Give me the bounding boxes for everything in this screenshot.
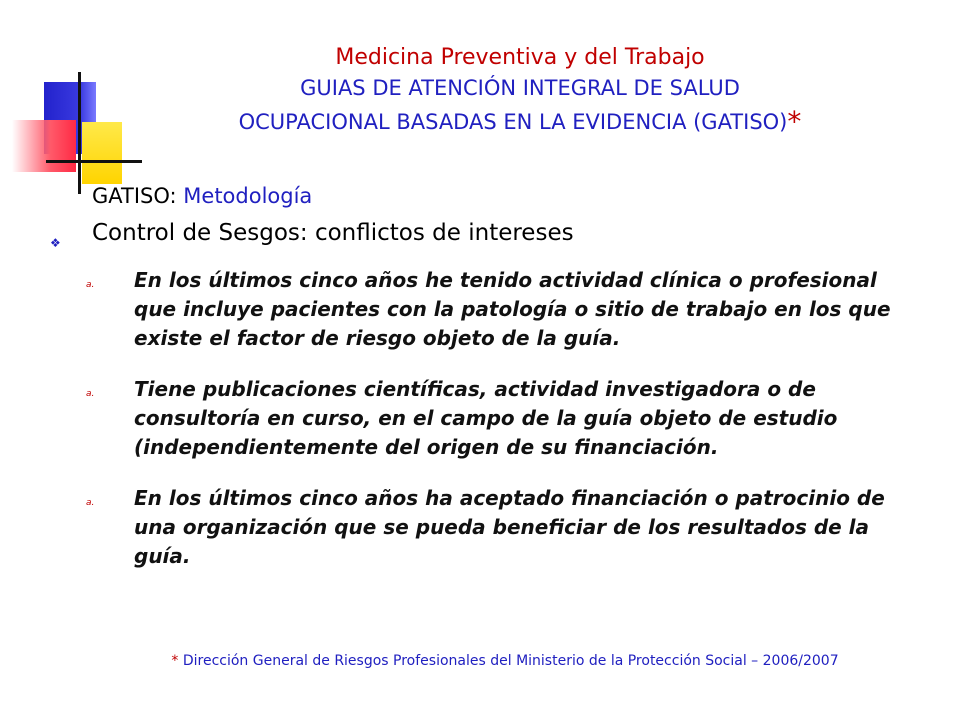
bullet-heading: Control de Sesgos: conflictos de intereses (92, 220, 574, 246)
slide-title: Medicina Preventiva y del Trabajo (335, 45, 705, 70)
decorative-logo-blocks (0, 0, 140, 200)
item-list (86, 266, 916, 593)
list-marker: a. (86, 280, 95, 290)
red-square (12, 120, 76, 172)
slide-header (150, 44, 890, 139)
list-item-text: En los últimos cinco años ha aceptado financiación o patrocinio de una organización que se pueda beneficiar de los resultados de la guía. (134, 486, 885, 568)
list-item-text: En los últimos cinco años he tenido actividad clínica o profesional que incluye pacientes con la patología o sitio de trabajo en los que existe el factor de riesgo objeto de la guía. (134, 268, 891, 350)
section-heading (92, 184, 312, 208)
slide-subtitle-line2 (150, 105, 890, 139)
horizontal-line (46, 160, 142, 163)
list-item (86, 484, 916, 571)
yellow-square (82, 122, 122, 184)
footnote-text: Dirección General de Riesgos Profesionales del Ministerio de la Protección Social – 2006/2007 (178, 653, 839, 669)
section-label: GATISO: (92, 184, 184, 208)
vertical-line (78, 72, 81, 194)
list-item-text: Tiene publicaciones científicas, actividad investigadora o de consultoría en curso, en el campo de la guía objeto de estudio (independientemente del origen de su financiación. (134, 377, 838, 459)
footnote (70, 653, 940, 669)
asterisk-mark: * (787, 105, 802, 138)
slide-subtitle-line1: GUIAS DE ATENCIÓN INTEGRAL DE SALUD (300, 76, 740, 100)
list-item (86, 375, 916, 462)
section-value: Metodología (183, 184, 313, 208)
list-marker: a. (86, 389, 95, 399)
diamond-bullet-icon: ❖ (50, 236, 61, 250)
footnote-asterisk: * (171, 653, 179, 669)
list-marker: a. (86, 498, 95, 508)
slide-subtitle-line2-text: OCUPACIONAL BASADAS EN LA EVIDENCIA (GATISO) (238, 110, 788, 134)
list-item (86, 266, 916, 353)
